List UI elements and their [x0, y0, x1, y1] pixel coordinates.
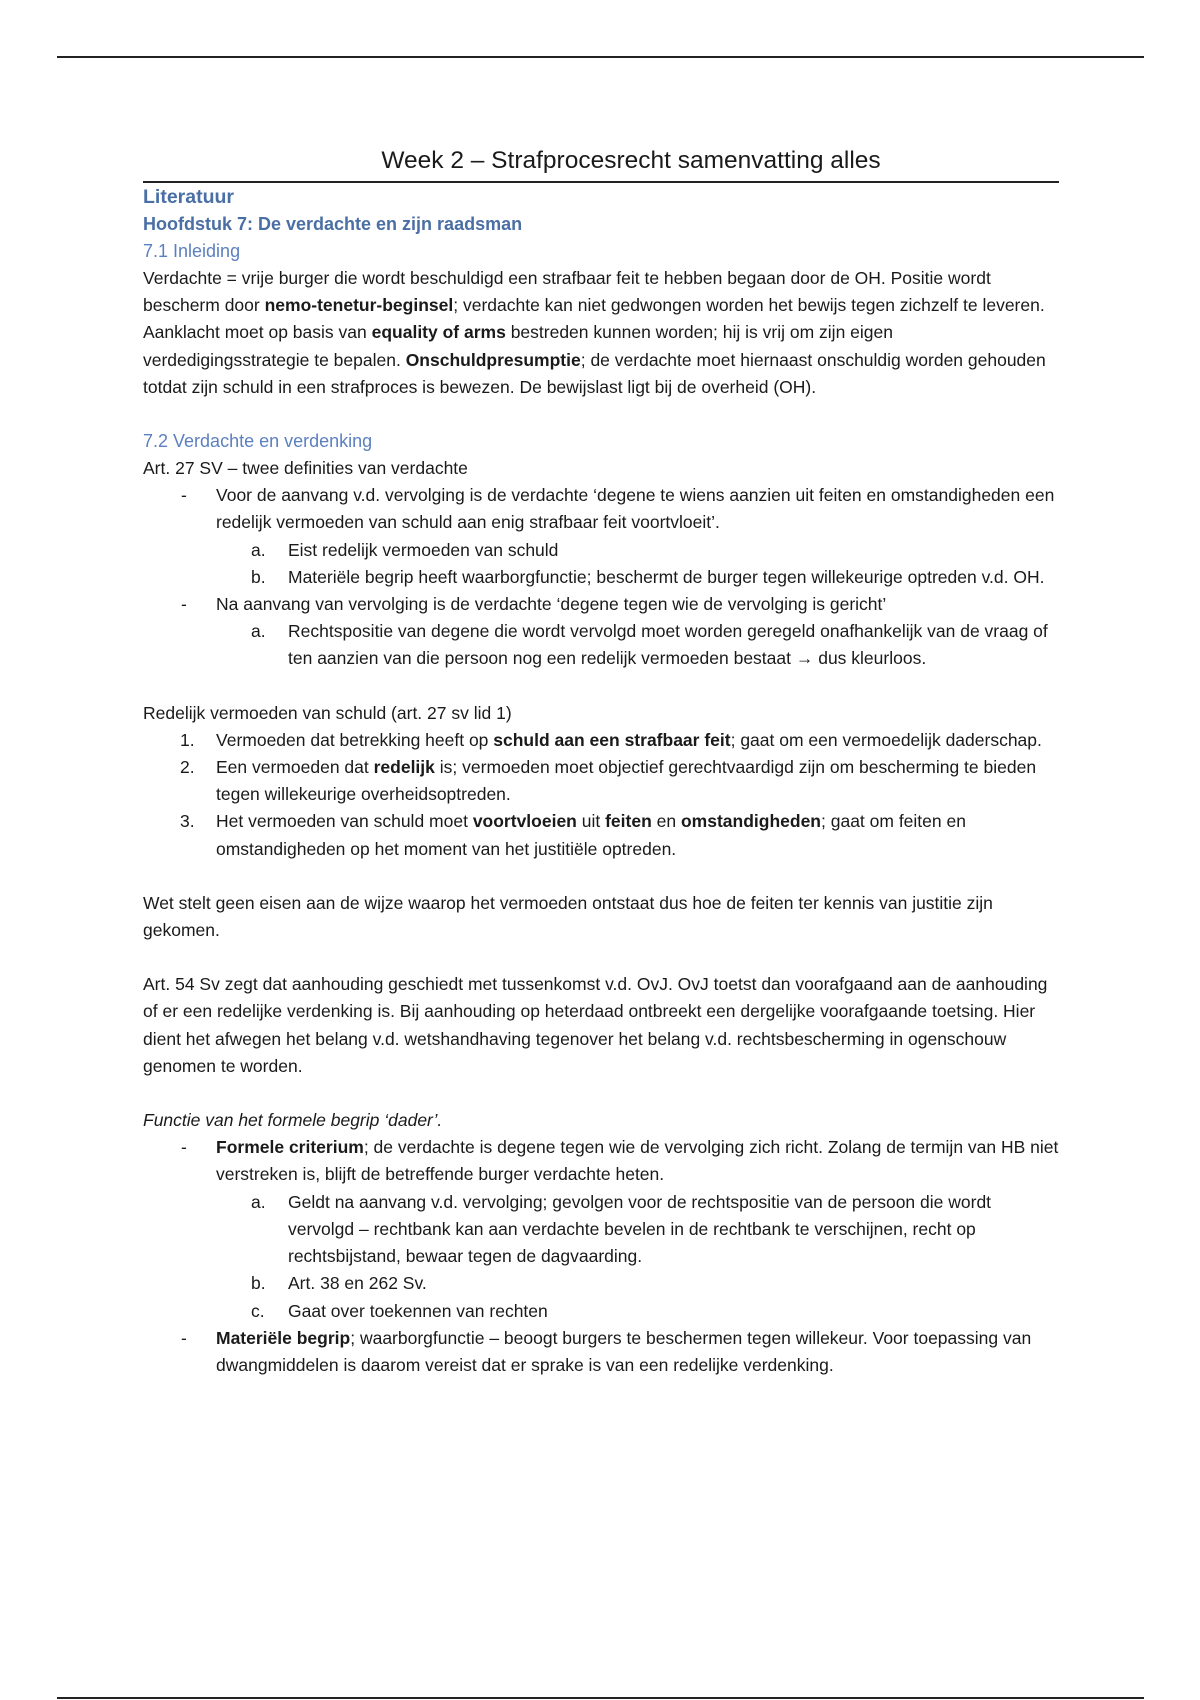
paragraph-wet: Wet stelt geen eisen aan de wijze waarop het vermoeden ontstaat dus hoe de feiten ter kennis van justitie zijn gekomen.	[143, 892, 993, 941]
list-item: a. Geldt na aanvang v.d. vervolging; gevolgen voor de rechtspositie van de persoon die wordt vervolgd – rechtbank kan aan verdachte bevelen in de rechtbank te verschijnen, recht op rechtsbijstand, bewaar tegen de dagvaarding.	[251, 1191, 992, 1267]
heading-7-2: 7.2 Verdachte en verdenking	[143, 431, 373, 452]
list-item: b. Materiële begrip heeft waarborgfunctie; beschermt de burger tegen willekeurige optreden v.d. OH.	[251, 566, 1045, 587]
bottom-rule	[57, 1697, 1144, 1699]
list-item: a. Rechtspositie van degene die wordt vervolgd moet worden geregeld onafhankelijk van de vraag of ten aanzien van die persoon nog een redelijk vermoeden bestaat → dus kleurloos.	[251, 621, 1048, 669]
paragraph-art27: Art. 27 SV – twee definities van verdachte	[143, 458, 468, 479]
heading-chapter-7: Hoofdstuk 7: De verdachte en zijn raadsman	[143, 214, 523, 234]
paragraph-art54: Art. 54 Sv zegt dat aanhouding geschiedt met tussenkomst v.d. OvJ. OvJ toetst dan voorafgaand aan de aanhouding of er een redelijke verdenking is. Bij aanhouding op heterdaad ontbreekt een dergelijke voorafgaande toetsing. Hier dient het afwegen het belang v.d. wetshandhaving tegenover het belang v.d. rechtsbescherming in ogenschouw genomen te worden.	[143, 974, 1048, 1076]
list-item: c. Gaat over toekennen van rechten	[251, 1300, 548, 1321]
list-item: - Voor de aanvang v.d. vervolging is de verdachte ‘degene te wiens aanzien uit feiten en omstandigheden een redelijk vermoeden van schuld aan enig strafbaar feit voortvloeit’.	[181, 485, 1055, 533]
list-item: - Formele criterium; de verdachte is degene tegen wie de vervolging zich richt. Zolang de termijn van HB niet verstreken is, blijft de betreffende burger verdachte heten.	[181, 1137, 1059, 1185]
document-title: Week 2 – Strafprocesrecht samenvatting alles	[143, 141, 1059, 183]
paragraph-redelijk-vermoeden: Redelijk vermoeden van schuld (art. 27 sv lid 1)	[143, 702, 512, 723]
list-item: - Na aanvang van vervolging is de verdachte ‘degene tegen wie de vervolging is gericht’	[181, 594, 887, 615]
list-item: 3. Het vermoeden van schuld moet voortvloeien uit feiten en omstandigheden; gaat om feiten en omstandigheden op het moment van het justitiële optreden.	[180, 811, 966, 859]
paragraph-functie: Functie van het formele begrip ‘dader’.	[143, 1110, 443, 1131]
document-body	[143, 141, 1059, 1379]
top-rule	[57, 56, 1144, 58]
list-item: 1. Vermoeden dat betrekking heeft op schuld aan een strafbaar feit; gaat om een vermoedelijk daderschap.	[180, 729, 1042, 750]
list-item: - Materiële begrip; waarborgfunctie – beoogt burgers te beschermen tegen willekeur. Voor toepassing van dwangmiddelen is daarom vereist dat er sprake is van een redelijke verdenking.	[181, 1327, 1032, 1375]
list-item: a. Eist redelijk vermoeden van schuld	[251, 539, 559, 560]
paragraph-inleiding: Verdachte = vrije burger die wordt beschuldigd een strafbaar feit te hebben begaan door de OH. Positie wordt bescherm door nemo-tenetur-beginsel; verdachte kan niet gedwongen worden het bewijs tegen zichzelf te leveren. Aanklacht moet op basis van equality of arms bestreden kunnen worden; hij is vrij om zijn eigen verdedigingsstrategie te bepalen. Onschuldpresumptie; de verdachte moet hiernaast onschuldig worden gehouden totdat zijn schuld in een strafproces is bewezen. De bewijslast ligt bij de overheid (OH).	[143, 268, 1046, 397]
heading-7-1: 7.1 Inleiding	[143, 241, 241, 261]
list-item: b. Art. 38 en 262 Sv.	[251, 1273, 427, 1294]
heading-literatuur: Literatuur	[143, 186, 235, 208]
list-item: 2. Een vermoeden dat redelijk is; vermoeden moet objectief gerechtvaardigd zijn om bescherming te bieden tegen willekeurige overheidsoptreden.	[180, 757, 1037, 805]
